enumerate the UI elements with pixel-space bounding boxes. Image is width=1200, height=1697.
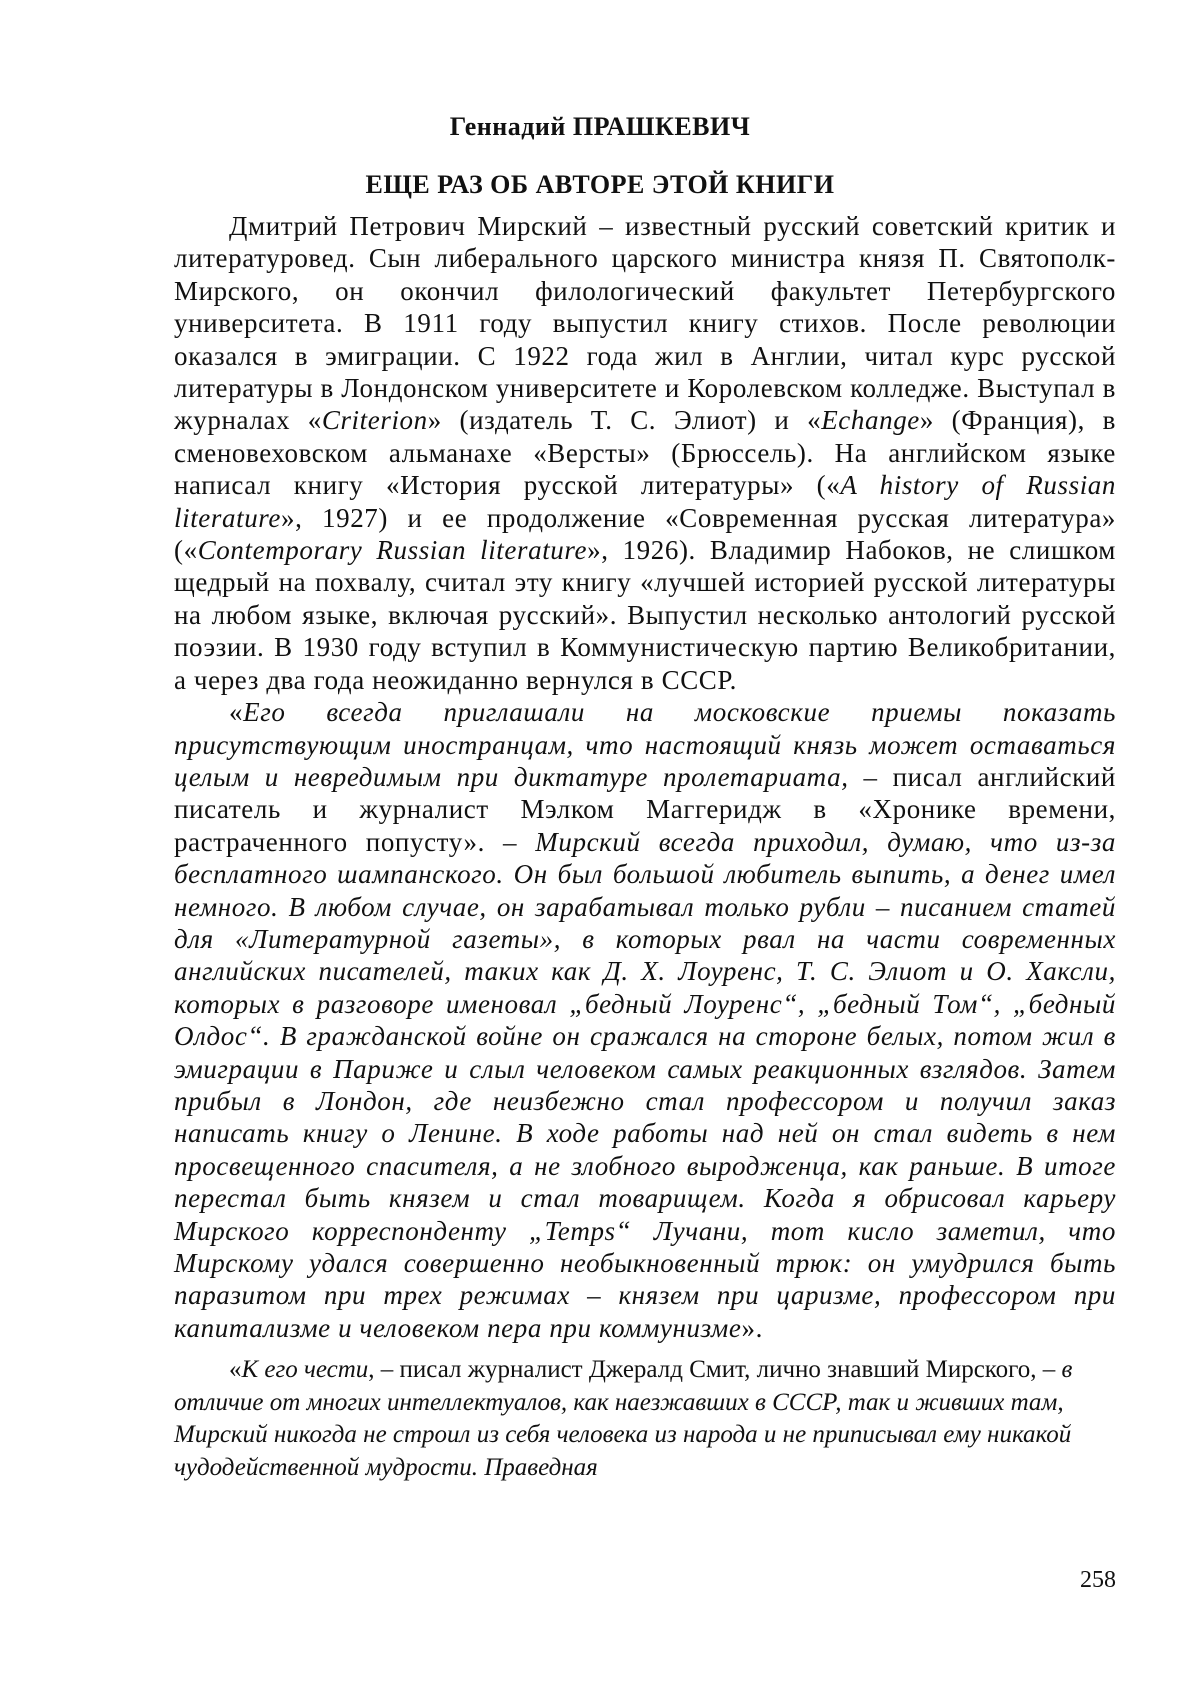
text-segment-italic: Contemporary Russian literature xyxy=(197,535,588,566)
text-segment-italic: Его всегда приглашали на московские приемы показать присутствующим иностранцам, что настоящий князь может оставаться целым и невредимым при диктатуре пролетариата, – xyxy=(174,697,1116,792)
text-segment-italic: К его чести xyxy=(241,1356,369,1384)
text-segment-italic: Мирский всегда приходил, думаю, что из-за бесплатного шампанского. Он был большой любитель выпить, а денег имел немного. В любом случае, он зарабатывал только рубли – писанием статей для «Литературной газеты», в которых рвал на части современных английских писателей, таких как Д. Х. Лоуренс, Т. С. Элиот и О. Хаксли, которых в разговоре именовал „бедный Лоуренс“, „бедный Том“, „бедный Олдос“. В гражданской войне он сражался на стороне белых, потом жил в эмиграции в Париже и слыл человеком самых реакционных взглядов. Затем прибыл в Лондон, где неизбежно стал профессором и получил заказ написать книгу о Ленине. В ходе работы над ней он стал видеть в нем просвещенного спасителя, а не злобного выродженца, как раньше. В итоге перестал быть князем и стал товарищем. Когда я обрисовал карьеру Мирского корреспонденту „Temps“ Лучани, тот кисло заметил, что Мирскому удался совершенно необыкновенный трюк: он умудрился быть паразитом при трех режимах – князем при царизме, профессором при капитализме и человеком пера при коммунизме xyxy=(174,826,1116,1343)
text-segment: писал английский писатель и журналист Мэлком Маггеридж в «Хронике времени, растраченного попусту». – xyxy=(174,761,1116,857)
article-title: ЕЩЕ РАЗ ОБ АВТОРЕ ЭТОЙ КНИГИ xyxy=(365,170,835,199)
text-segment: , – писал журналист Джералд Смит, лично знавший Мирского, – xyxy=(368,1356,1062,1384)
text-segment: ». xyxy=(741,1312,763,1343)
text-segment: « xyxy=(229,697,244,728)
author-name: Геннадий ПРАШКЕВИЧ xyxy=(449,112,751,141)
text-segment: Дмитрий Петрович Мирский – известный русский советский критик и литературовед. Сын либерального царского министра князя П. Святополк-Мирского, он окончил филологический факультет Петербургского университета. В 1911 году выпустил книгу стихов. После революции оказался в эмиграции. С 1922 года жил в Англии, читал курс русской литературы в Лондонском университете и Королевском колледже. Выступал в журналах « xyxy=(174,211,1116,436)
text-segment-italic: A history of Russian literature xyxy=(174,470,1116,533)
text-segment-italic: в отличие от многих интеллектуалов, как наезжавших в СССР, так и живших там, Мирский никогда не строил из себя человека из народа и не приписывал ему никакой чудодейственной мудрости. Праведная xyxy=(174,1356,1073,1481)
text-segment-italic: Criterion xyxy=(321,405,428,436)
text-segment: « xyxy=(229,1356,242,1384)
article-body xyxy=(174,210,1116,1484)
paragraph xyxy=(174,210,1116,696)
paragraph xyxy=(174,696,1116,1344)
text-segment: », 1927) и ее продолжение «Современная русская литература» (« xyxy=(174,502,1116,566)
text-segment: » (Франция), в сменовеховском альманахе «Версты» (Брюссель). На английском языке написал книгу «История русской литературы» (« xyxy=(174,405,1116,501)
page-number: 258 xyxy=(1080,1567,1116,1593)
text-segment: » (издатель Т. С. Элиот) и « xyxy=(427,405,822,436)
paragraph xyxy=(174,1354,1116,1484)
text-segment: », 1926). Владимир Набоков, не слишком щедрый на похвалу, считал эту книгу «лучшей историей русской литературы на любом языке, включая русский». Выпустил несколько антологий русской поэзии. В 1930 году вступил в Коммунистическую партию Великобритании, а через два года неожиданно вернулся в СССР. xyxy=(174,535,1116,695)
text-segment-italic: Echange xyxy=(821,405,920,436)
